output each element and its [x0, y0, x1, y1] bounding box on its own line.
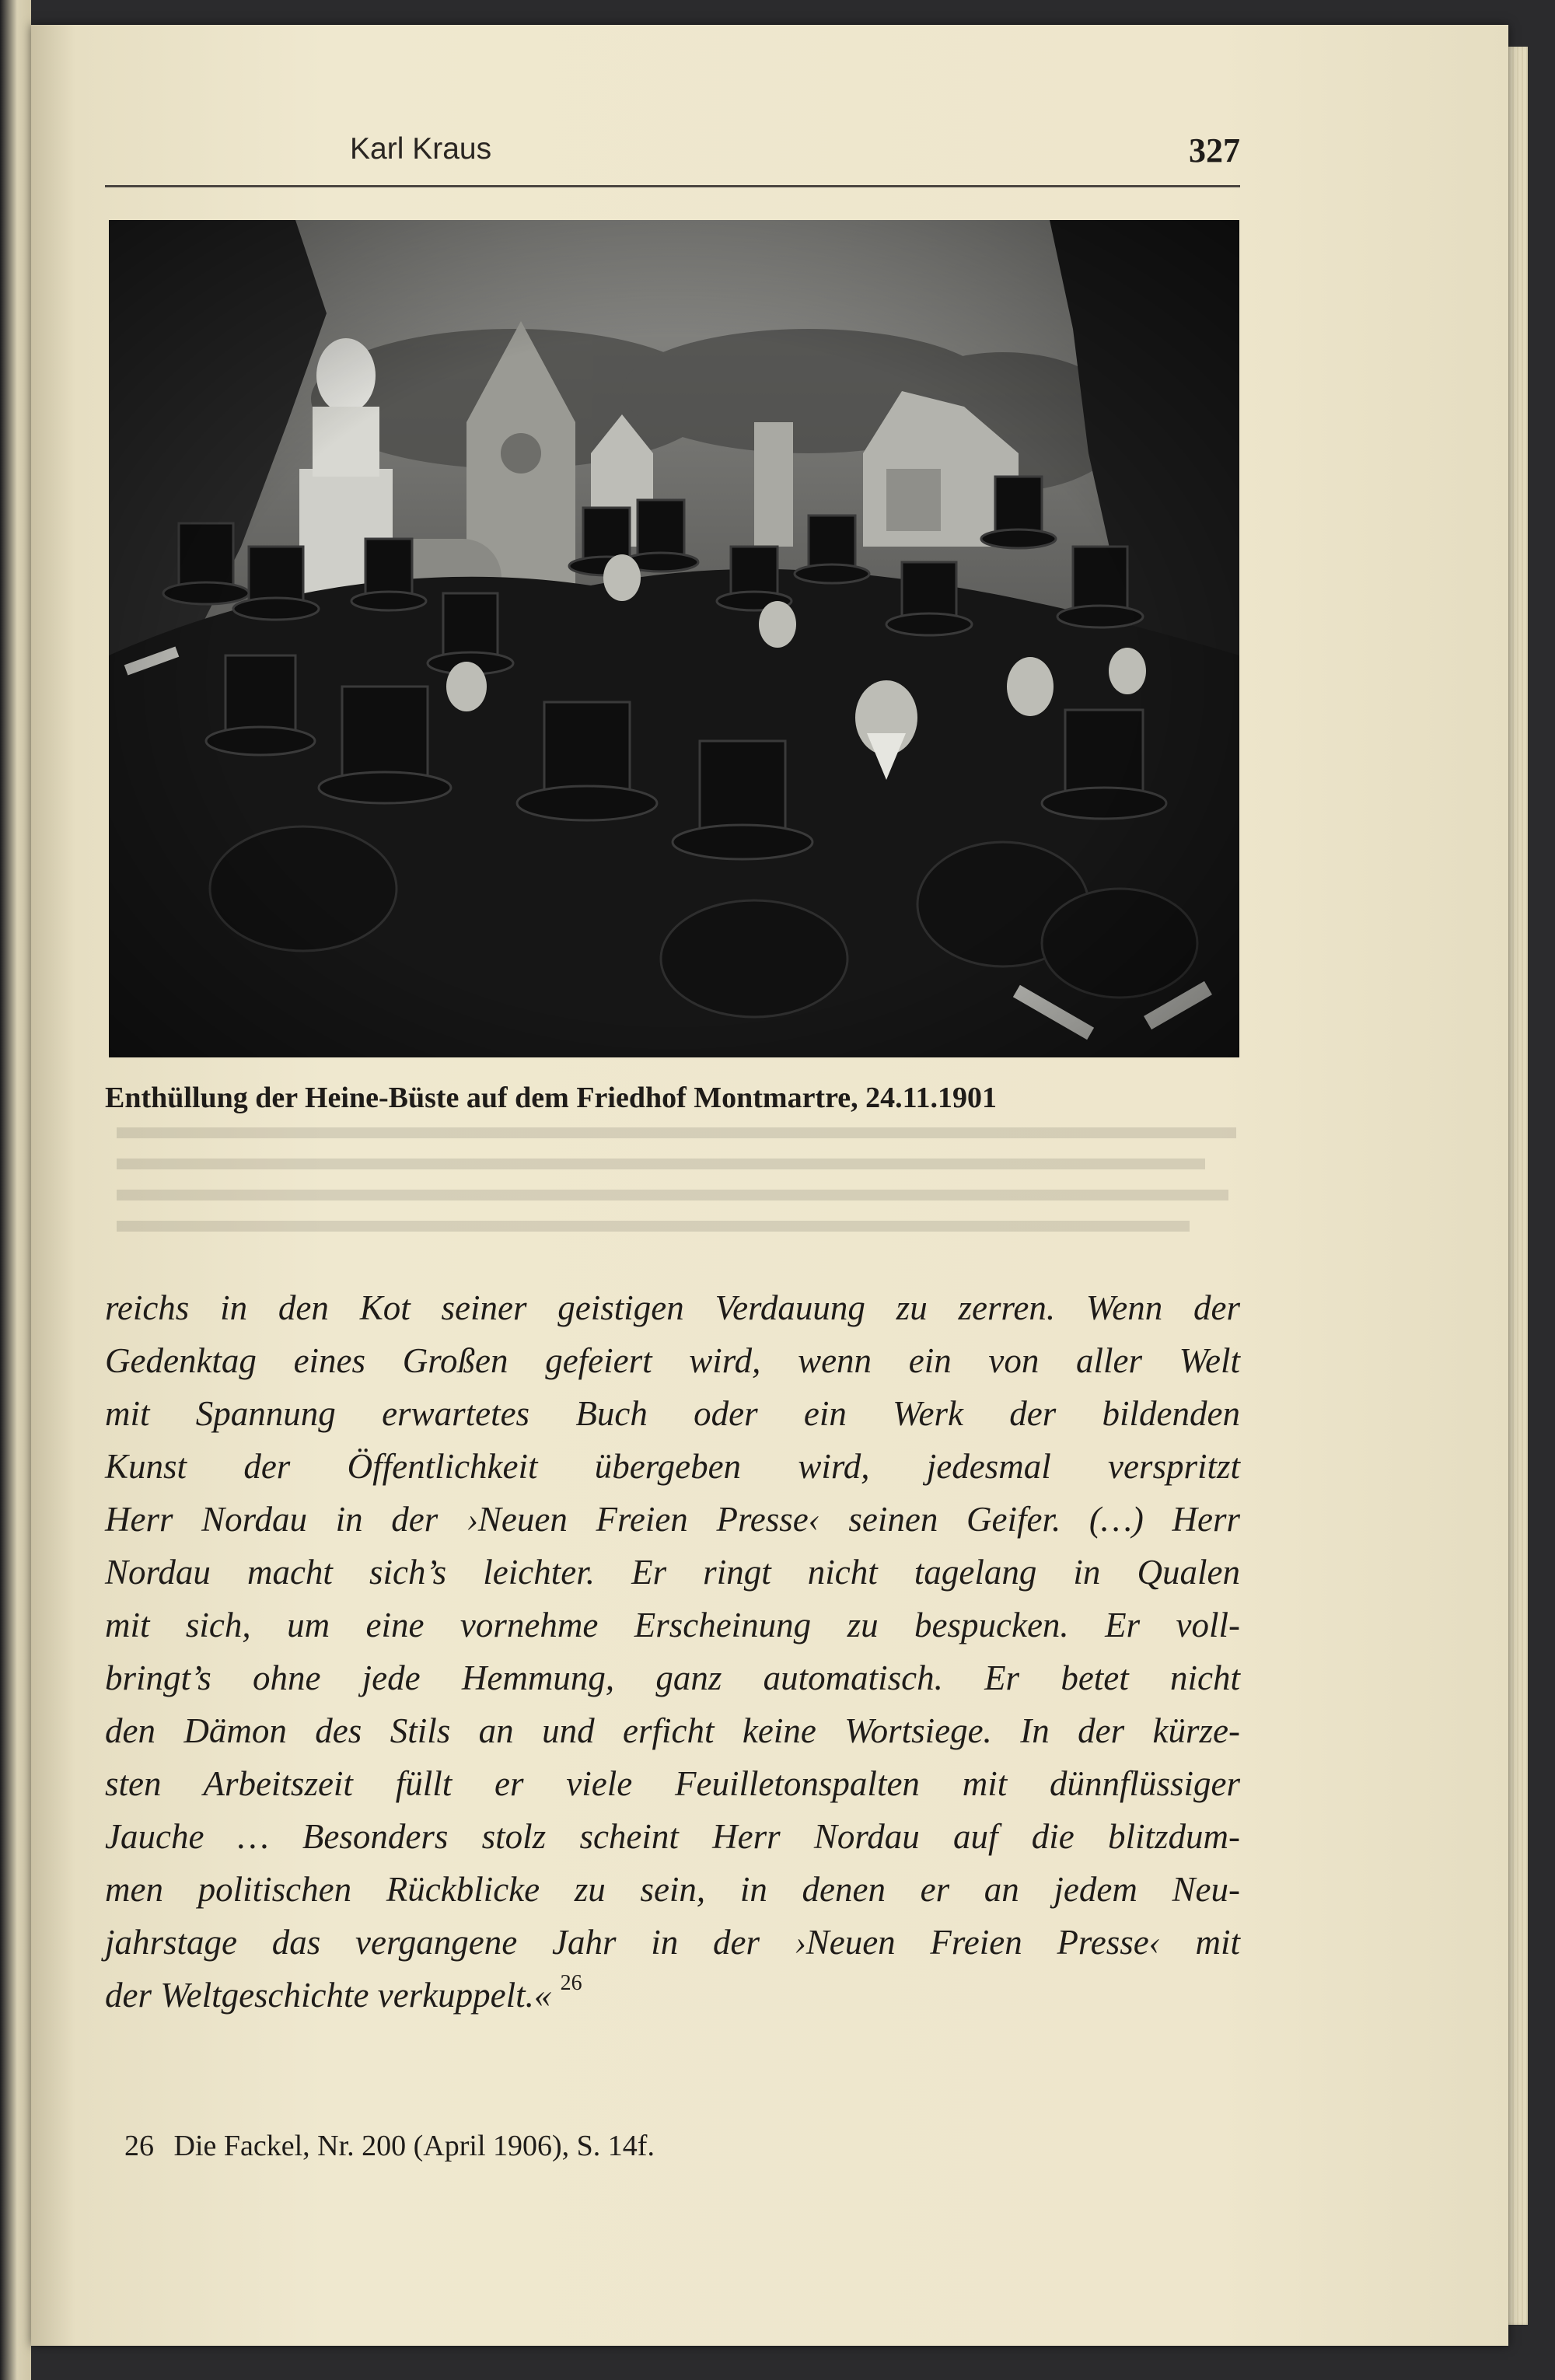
- text-line: Jauche … Besonders stolz scheint Herr Nordau auf die blitzdum-: [105, 1817, 1240, 1856]
- text-line: Gedenktag eines Großen gefeiert wird, wenn ein von aller Welt: [105, 1341, 1240, 1380]
- text-line: den Dämon des Stils an und erficht keine Wortsiege. In der kürze-: [105, 1711, 1240, 1750]
- text-line: Kunst der Öffentlichkeit übergeben wird, jedesmal verspritzt: [105, 1447, 1240, 1486]
- header-rule: [105, 185, 1240, 187]
- text-line: mit sich, um eine vornehme Erscheinung zu bespucken. Er voll-: [105, 1606, 1240, 1644]
- text-line: reichs in den Kot seiner geistigen Verdauung zu zerren. Wenn der: [105, 1288, 1240, 1327]
- text-line: Nordau macht sich’s leichter. Er ringt nicht tagelang in Qualen: [105, 1553, 1240, 1592]
- last-line-text: der Weltgeschichte verkuppelt.«: [105, 1976, 552, 2015]
- quoted-passage: [105, 1281, 1240, 2022]
- footnote-number: 26: [124, 2130, 154, 2162]
- footnote: [124, 2129, 655, 2163]
- text-line: jahrstage das vergangene Jahr in der ›Neuen Freien Presse‹ mit: [105, 1923, 1240, 1962]
- running-head-author: Karl Kraus: [350, 132, 492, 166]
- cemetery-photo: [109, 220, 1239, 1057]
- footnote-reference[interactable]: 26: [560, 1971, 582, 1995]
- facing-page-edge: [0, 0, 31, 2380]
- text-line: men politischen Rückblicke zu sein, in denen er an jedem Neu-: [105, 1870, 1240, 1909]
- text-line: mit Spannung erwartetes Buch oder ein Werk der bildenden: [105, 1394, 1240, 1433]
- text-line: sten Arbeitszeit füllt er viele Feuilletonspalten mit dünnflüssiger: [105, 1764, 1240, 1803]
- text-line: bringt’s ohne jede Hemmung, ganz automatisch. Er betet nicht: [105, 1658, 1240, 1697]
- page-number: 327: [1189, 131, 1240, 170]
- text-line: Herr Nordau in der ›Neuen Freien Presse‹ seinen Geifer. (…) Herr: [105, 1500, 1240, 1539]
- running-head: [105, 132, 1240, 187]
- show-through-text: [117, 1120, 1252, 1260]
- text-line-last: [105, 1969, 1240, 2022]
- photo-illustration: [109, 220, 1239, 1057]
- photo-caption: Enthüllung der Heine-Büste auf dem Friedhof Montmartre, 24.11.1901: [105, 1082, 998, 1114]
- footnote-text: Die Fackel, Nr. 200 (April 1906), S. 14f.: [173, 2130, 655, 2162]
